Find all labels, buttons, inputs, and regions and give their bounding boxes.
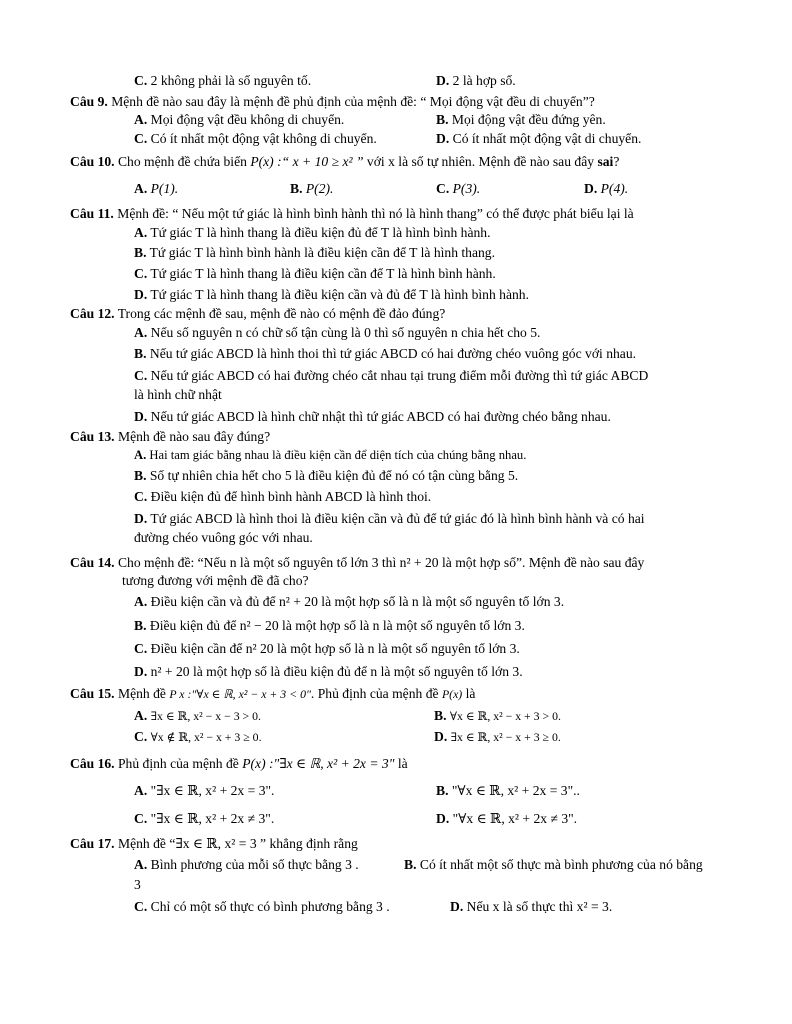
option-label: B. (290, 181, 303, 196)
q14-stem (70, 554, 644, 572)
question-label: Câu 15. (70, 686, 115, 701)
option-label: D. (436, 73, 450, 88)
formula: P(x) (441, 687, 463, 701)
option-text: Tứ giác T là hình bình hành là điều kiện cần để T là hình thang. (149, 245, 495, 260)
option-text: "∀x ∈ ℝ, x² + 2x = 3".. (451, 783, 580, 798)
option-label: A. (134, 225, 148, 240)
question-label: Câu 16. (70, 756, 115, 771)
question-text: với (366, 154, 385, 169)
q13-stem (70, 428, 270, 446)
option-text: Điều kiện cần để n² 20 là một hợp số là n là một số nguyên tố lớn 3. (150, 641, 520, 656)
q10-option-a (134, 180, 178, 198)
option-text: ∃x ∈ ℝ, x² − x + 3 ≥ 0. (450, 730, 561, 744)
option-label: A. (134, 181, 148, 196)
option-text: Nếu x là số thực thì x² = 3. (466, 899, 613, 914)
question-text: Mệnh đề nào sau đây đúng? (117, 429, 271, 444)
option-label: B. (436, 783, 449, 798)
option-text: Số tự nhiên chia hết cho 5 là điều kiện đủ để nó có tận cùng bằng 5. (149, 468, 519, 483)
q13-option-d-cont (134, 529, 313, 547)
q17-option-b (404, 856, 703, 874)
option-label: B. (134, 245, 147, 260)
option-text: Mọi động vật đều đứng yên. (451, 112, 606, 127)
q14-stem-cont (122, 572, 309, 590)
question-text: Mệnh đề “∃x ∈ ℝ, x² = 3 ” khẳng định rằng (117, 836, 358, 851)
q11-option-b (134, 244, 495, 262)
q15-option-d (434, 728, 561, 746)
option-text: ∀x ∉ ℝ, x² − x + 3 ≥ 0. (150, 730, 262, 744)
question-text: Mệnh đề: “ Nếu một tứ giác là hình bình hành thì nó là hình thang” có thể được phát biểu lại là (117, 206, 634, 221)
option-label: C. (134, 811, 148, 826)
q9-option-b (436, 111, 606, 129)
option-label: D. (134, 664, 148, 679)
formula: P x :"∀x ∈ ℝ, x² − x + 3 < 0" (169, 687, 311, 701)
question-label: Câu 9. (70, 94, 108, 109)
q8-option-d (436, 72, 516, 90)
option-text: 2 không phải là số nguyên tố. (150, 73, 312, 88)
option-text: "∃x ∈ ℝ, x² + 2x ≠ 3". (150, 811, 275, 826)
q17-option-d (450, 898, 612, 916)
q9-stem (70, 93, 595, 111)
q15-option-a (134, 707, 261, 725)
emphasis-text: sai (597, 154, 614, 169)
q11-stem (70, 205, 634, 223)
option-label: D. (134, 287, 148, 302)
q17-stem (70, 835, 358, 853)
q14-option-a (134, 593, 564, 611)
question-label: Câu 14. (70, 555, 115, 570)
option-label: D. (450, 899, 464, 914)
option-label: C. (134, 641, 148, 656)
question-text: Cho mệnh đề: “Nếu n là một số nguyên tố lớn 3 thì n² + 20 là một hợp số”. Mệnh đề nào sau đây (117, 555, 645, 570)
q15-stem (70, 685, 475, 703)
option-text: Tứ giác ABCD là hình thoi là điều kiện cần và đủ để tứ giác đó là hình bình hành và có hai (150, 511, 645, 526)
q12-stem (70, 305, 445, 323)
q16-option-d (436, 810, 577, 828)
option-label: A. (134, 112, 148, 127)
q11-option-a (134, 224, 490, 242)
option-text: n² + 20 là một hợp số là điều kiện đủ để n là một số nguyên tố lớn 3. (150, 664, 523, 679)
option-text: là hình chữ nhật (134, 387, 222, 402)
option-label: A. (134, 708, 148, 723)
option-text: P(1). (150, 181, 179, 196)
option-label: A. (134, 857, 148, 872)
q13-option-b (134, 467, 518, 485)
q12-option-b (134, 345, 636, 363)
option-label: B. (436, 112, 449, 127)
option-text: Hai tam giác bằng nhau là điều kiện cần để diện tích của chúng bằng nhau. (149, 448, 527, 462)
option-text: Chỉ có một số thực có bình phương bằng 3 . (150, 899, 390, 914)
option-label: D. (584, 181, 598, 196)
q12-option-d (134, 408, 611, 426)
question-text: là (397, 756, 408, 771)
option-label: C. (134, 266, 148, 281)
question-text: Phủ định của mệnh đề (117, 756, 239, 771)
q13-option-d (134, 510, 645, 528)
q8-option-c (134, 72, 311, 90)
q10-option-b (290, 180, 333, 198)
question-label: Câu 11. (70, 206, 114, 221)
option-label: B. (434, 708, 447, 723)
question-label: Câu 13. (70, 429, 115, 444)
option-text: đường chéo vuông góc với nhau. (134, 530, 313, 545)
q9-option-a (134, 111, 344, 129)
option-label: C. (134, 729, 148, 744)
q16-stem (70, 755, 408, 773)
option-text: Nếu tứ giác ABCD là hình chữ nhật thì tứ giác ABCD có hai đường chéo bằng nhau. (150, 409, 611, 424)
question-text: ? (613, 154, 620, 169)
q11-option-c (134, 265, 496, 283)
option-label: D. (436, 811, 450, 826)
option-text: Có ít nhất một số thực mà bình phương của nó bằng (419, 857, 703, 872)
q9-option-c (134, 130, 377, 148)
q17-option-a (134, 856, 359, 874)
option-text: Mọi động vật đều không di chuyển. (150, 112, 345, 127)
option-label: D. (134, 409, 148, 424)
option-text: Điều kiện cần và đủ để n² + 20 là một hợp số là n là một số nguyên tố lớn 3. (150, 594, 565, 609)
option-text: Tứ giác T là hình thang là điều kiện đủ để T là hình bình hành. (150, 225, 491, 240)
option-label: C. (134, 368, 148, 383)
option-text: "∃x ∈ ℝ, x² + 2x = 3". (150, 783, 275, 798)
option-text: 2 là hợp số. (452, 73, 516, 88)
q16-option-b (436, 782, 580, 800)
q17-option-c (134, 898, 390, 916)
q13-option-c (134, 488, 431, 506)
q16-option-a (134, 782, 274, 800)
formula: P(x) :“ x + 10 ≥ x² ” (250, 154, 364, 169)
question-text: tương đương với mệnh đề đã cho? (122, 573, 309, 588)
option-label: A. (134, 325, 148, 340)
option-text: Tứ giác T là hình thang là điều kiện cần để T là hình bình hành. (150, 266, 496, 281)
option-label: D. (436, 131, 450, 146)
q15-option-c (134, 728, 262, 746)
option-label: A. (134, 594, 148, 609)
option-text: Bình phương của mỗi số thực bằng 3 . (150, 857, 359, 872)
option-text: Điều kiện đủ để n² − 20 là một hợp số là n là một số nguyên tố lớn 3. (149, 618, 525, 633)
question-text: x là số tự nhiên. Mệnh đề nào sau đây (388, 154, 595, 169)
q12-option-c-cont (134, 386, 222, 404)
option-label: C. (134, 899, 148, 914)
option-label: B. (134, 468, 147, 483)
option-label: C. (134, 131, 148, 146)
q10-stem (70, 153, 619, 171)
option-text: 3 (134, 877, 141, 892)
option-label: D. (434, 729, 448, 744)
q13-option-a (134, 446, 526, 464)
option-text: Có ít nhất một động vật không di chuyển. (150, 131, 377, 146)
question-text: Cho mệnh đề chứa biến (117, 154, 247, 169)
q12-option-a (134, 324, 540, 342)
option-text: Điều kiện đủ để hình bình hành ABCD là hình thoi. (150, 489, 432, 504)
q9-option-d (436, 130, 641, 148)
question-text: Mệnh đề nào sau đây là mệnh đề phủ định của mệnh đề: “ Mọi động vật đều di chuyển”? (111, 94, 595, 109)
q14-option-b (134, 617, 525, 635)
q10-option-c (436, 180, 480, 198)
q16-option-c (134, 810, 274, 828)
question-label: Câu 10. (70, 154, 115, 169)
question-label: Câu 12. (70, 306, 115, 321)
option-label: B. (404, 857, 417, 872)
option-label: B. (134, 346, 147, 361)
q17-option-b-cont (134, 876, 141, 894)
option-text: P(3). (452, 181, 481, 196)
question-label: Câu 17. (70, 836, 115, 851)
q10-option-d (584, 180, 628, 198)
option-text: Tứ giác T là hình thang là điều kiện cần và đủ để T là hình bình hành. (150, 287, 529, 302)
option-label: A. (134, 783, 148, 798)
option-label: B. (134, 618, 147, 633)
formula: P(x) :"∃x ∈ ℝ, x² + 2x = 3" (242, 756, 395, 771)
option-text: ∃x ∈ ℝ, x² − x − 3 > 0. (150, 709, 261, 723)
option-label: C. (436, 181, 450, 196)
option-text: "∀x ∈ ℝ, x² + 2x ≠ 3". (452, 811, 578, 826)
q14-option-c (134, 640, 520, 658)
q11-option-d (134, 286, 529, 304)
q15-option-b (434, 707, 561, 725)
option-label: C. (134, 73, 148, 88)
option-text: Nếu số nguyên n có chữ số tận cùng là 0 thì số nguyên n chia hết cho 5. (150, 325, 541, 340)
question-text: là (465, 686, 476, 701)
q14-option-d (134, 663, 523, 681)
option-label: D. (134, 511, 148, 526)
question-text: Mệnh đề (117, 686, 166, 701)
option-text: Nếu tứ giác ABCD là hình thoi thì tứ giác ABCD có hai đường chéo vuông góc với nhau. (149, 346, 637, 361)
option-text: P(2). (305, 181, 334, 196)
question-text: . Phủ định của mệnh đề (310, 686, 439, 701)
option-label: A. (134, 448, 147, 462)
option-text: ∀x ∈ ℝ, x² − x + 3 > 0. (449, 709, 561, 723)
option-text: Có ít nhất một động vật di chuyển. (452, 131, 642, 146)
q12-option-c (134, 367, 648, 385)
question-text: Trong các mệnh đề sau, mệnh đề nào có mệnh đề đảo đúng? (117, 306, 446, 321)
option-text: Nếu tứ giác ABCD có hai đường chéo cắt nhau tại trung điểm mỗi đường thì tứ giác ABCD (150, 368, 649, 383)
option-text: P(4). (600, 181, 629, 196)
option-label: C. (134, 489, 148, 504)
